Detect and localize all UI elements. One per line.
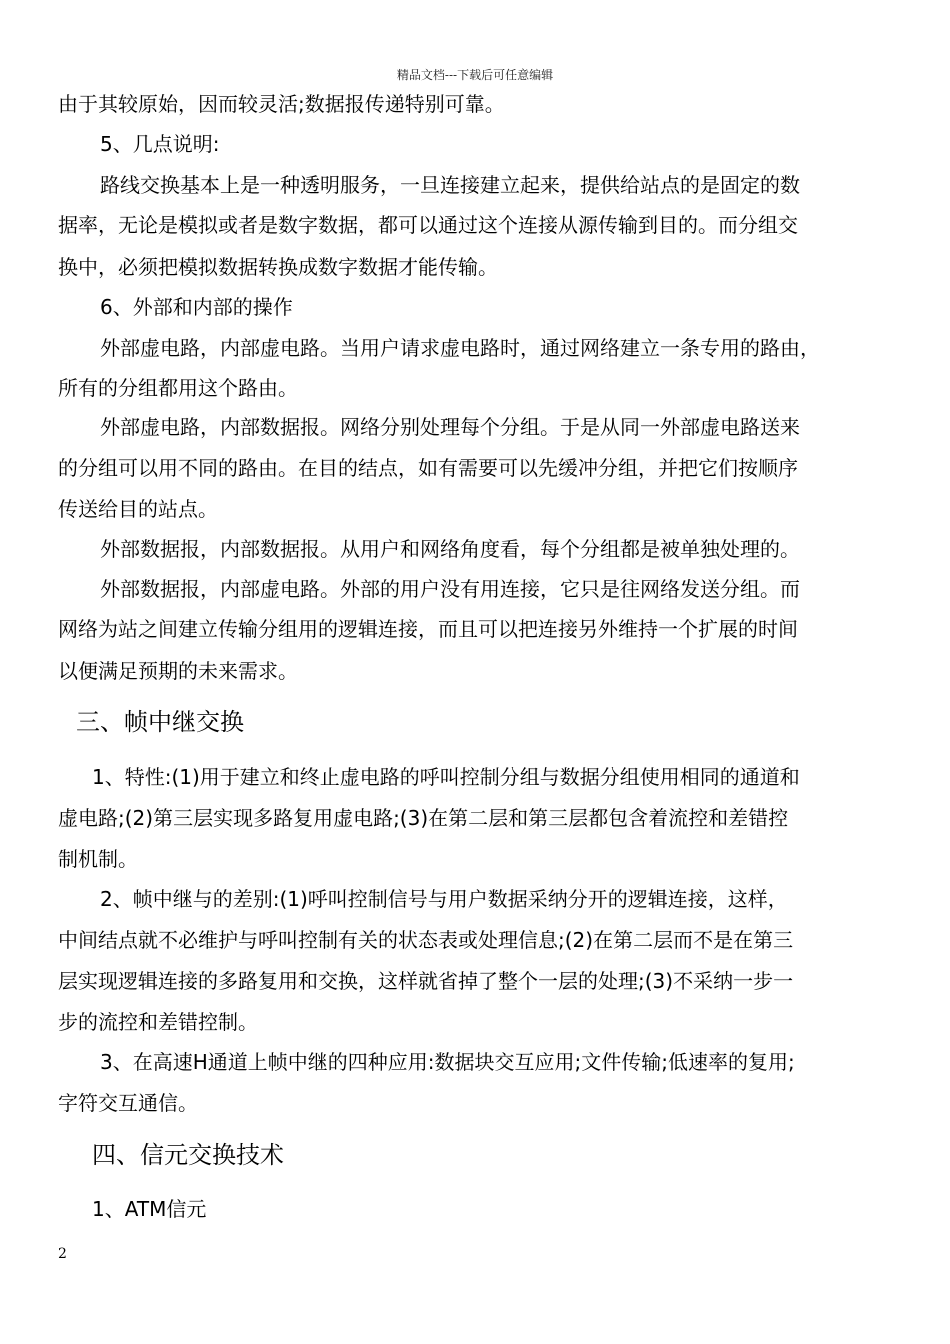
text-line: 外部数据报，内部数据报。从用户和网络角度看，每个分组都是被单独处理的。 bbox=[100, 537, 800, 561]
text-line: 的分组可以用不同的路由。在目的结点，如有需要可以先缓冲分组，并把它们按顺序 bbox=[58, 456, 798, 480]
text-line: 3、在高速H通道上帧中继的四种应用:数据块交互应用;文件传输;低速率的复用; bbox=[100, 1050, 795, 1074]
section-heading: 1、ATM信元 bbox=[92, 1197, 207, 1221]
text-line: 中间结点就不必维护与呼叫控制有关的状态表或处理信息;(2)在第二层而不是在第三 bbox=[58, 928, 794, 952]
text-line: 由于其较原始，因而较灵活;数据报传递特别可靠。 bbox=[58, 92, 505, 116]
text-line: 虚电路;(2)第三层实现多路复用虚电路;(3)在第二层和第三层都包含着流控和差错控 bbox=[58, 806, 789, 830]
text-line: 换中，必须把模拟数据转换成数字数据才能传输。 bbox=[58, 255, 498, 279]
section-heading: 6、外部和内部的操作 bbox=[100, 295, 293, 319]
page-number: 2 bbox=[58, 1246, 67, 1262]
text-line: 据率，无论是模拟或者是数字数据，都可以通过这个连接从源传输到目的。而分组交 bbox=[58, 213, 798, 237]
text-line: 制机制。 bbox=[58, 847, 138, 871]
page-header: 精品文档---下载后可任意编辑 bbox=[396, 68, 554, 82]
text-line: 外部虚电路，内部虚电路。当用户请求虚电路时，通过网络建立一条专用的路由， bbox=[100, 336, 820, 360]
text-line: 外部数据报，内部虚电路。外部的用户没有用连接，它只是往网络发送分组。而 bbox=[100, 577, 800, 601]
text-line: 字符交互通信。 bbox=[58, 1091, 198, 1115]
text-line: 2、帧中继与的差别:(1)呼叫控制信号与用户数据采纳分开的逻辑连接，这样， bbox=[100, 887, 788, 911]
text-line: 外部虚电路，内部数据报。网络分别处理每个分组。于是从同一外部虚电路送来 bbox=[100, 415, 800, 439]
text-line: 1、特性:(1)用于建立和终止虚电路的呼叫控制分组与数据分组使用相同的通道和 bbox=[92, 765, 800, 789]
text-line: 路线交换基本上是一种透明服务，一旦连接建立起来，提供给站点的是固定的数 bbox=[100, 173, 800, 197]
text-line: 传送给目的站点。 bbox=[58, 497, 218, 521]
text-line: 层实现逻辑连接的多路复用和交换，这样就省掉了整个一层的处理;(3)不采纳一步一 bbox=[58, 969, 794, 993]
text-line: 步的流控和差错控制。 bbox=[58, 1010, 258, 1034]
section-title: 三、帧中继交换 bbox=[76, 708, 244, 736]
text-line: 网络为站之间建立传输分组用的逻辑连接，而且可以把连接另外维持一个扩展的时间 bbox=[58, 617, 798, 641]
text-line: 以便满足预期的未来需求。 bbox=[58, 659, 298, 683]
text-line: 所有的分组都用这个路由。 bbox=[58, 376, 298, 400]
section-title: 四、信元交换技术 bbox=[92, 1141, 284, 1169]
section-heading: 5、几点说明: bbox=[100, 132, 220, 156]
